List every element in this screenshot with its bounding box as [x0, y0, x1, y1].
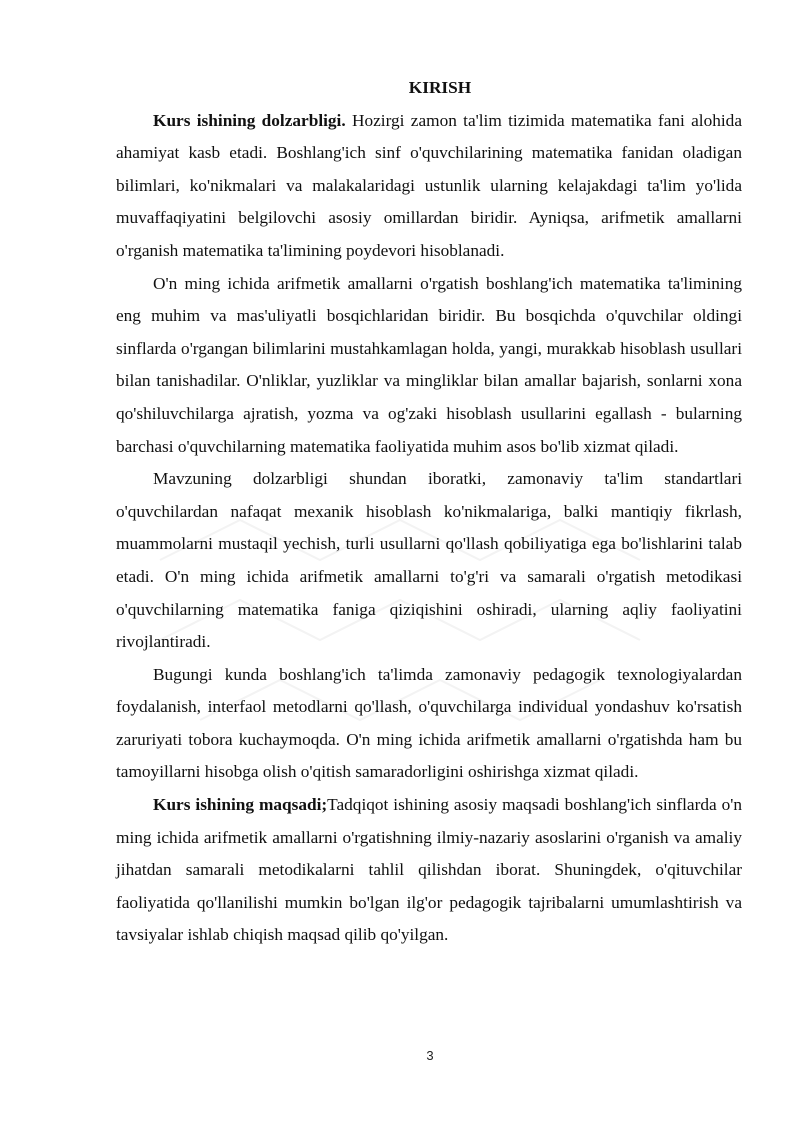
- document-body: [116, 72, 742, 952]
- paragraph: [116, 268, 742, 464]
- paragraph-text: Tadqiqot ishining asosiy maqsadi boshlang'ich sinflarda o'n ming ichida arifmetik amallarni o'rgatishning ilmiy-nazariy asoslarini o'rganish va amaliy jihatdan samarali metodikalarni tahlil qilishdan iborat. Shuningdek, o'qituvchilar faoliyatida qo'llanilishi mumkin bo'lgan ilg'or pedagogik tajribalarni umumlashtirish va tavsiyalar ishlab chiqish maqsad qilib qo'yilgan.: [116, 795, 742, 945]
- paragraph-relevance: [116, 105, 742, 268]
- paragraph: [116, 463, 742, 659]
- page-title: KIRISH: [408, 78, 472, 97]
- paragraph-lead: Kurs ishining dolzarbligi.: [153, 110, 346, 130]
- paragraph-text: Bugungi kunda boshlang'ich ta'limda zamonaviy pedagogik texnologiyalardan foydalanish, interfaol metodlarni qo'llash, o'quvchilarga individual yondashuv ko'rsatish zaruriyati tobora kuchaymoqda. O'n ming ichida arifmetik amallarni o'rgatishda ham bu tamoyillarni hisobga olish o'qitish samaradorligini oshirishga xizmat qiladi.: [116, 664, 742, 782]
- paragraph-goal: [116, 789, 742, 952]
- paragraph-text: Hozirgi zamon ta'lim tizimida matematika fani alohida ahamiyat kasb etadi. Boshlang'ich sinf o'quvchilarining matematika fanidan oladigan bilimlari, ko'nikmalari va malakalaridagi ustunlik ularning kelajakdagi ta'lim yo'lida muvaffaqiyatini belgilovchi asosiy omillardan biridir. Ayniqsa, arifmetik amallarni o'rganish matematika ta'limining poydevori hisoblanadi.: [116, 110, 742, 260]
- paragraph-text: Mavzuning dolzarbligi shundan iboratki, zamonaviy ta'lim standartlari o'quvchilardan nafaqat mexanik hisoblash ko'nikmalariga, balki mantiqiy fikrlash, muammolarni mustaqil yechish, turli usullarni qo'llash qobiliyatiga ega bo'lishlarini talab etadi. O'n ming ichida arifmetik amallarni to'g'ri va samarali o'rgatish metodikasi o'quvchilarning matematika faniga qiziqishini oshiradi, ularning aqliy faoliyatini rivojlantiradi.: [116, 469, 742, 652]
- paragraph-text: O'n ming ichida arifmetik amallarni o'rgatish boshlang'ich matematika ta'limining eng muhim va mas'uliyatli bosqichlaridan biridir. Bu bosqichda o'quvchilar oldingi sinflarda o'rgangan bilimlarini mustahkamlagan holda, yangi, murakkab hisoblash usullari bilan tanishadilar. O'nliklar, yuzliklar va mingliklar bilan amallar bajarish, sonlarni xona qo'shiluvchilarga ajratish, yozma va og'zaki hisoblash usullarini egallash - bularning barchasi o'quvchilarning matematika faoliyatida muhim asos bo'lib xizmat qiladi.: [116, 273, 742, 456]
- paragraph-lead: Kurs ishining maqsadi;: [153, 795, 328, 815]
- paragraph: [116, 659, 742, 789]
- page-number: 3: [426, 1048, 434, 1063]
